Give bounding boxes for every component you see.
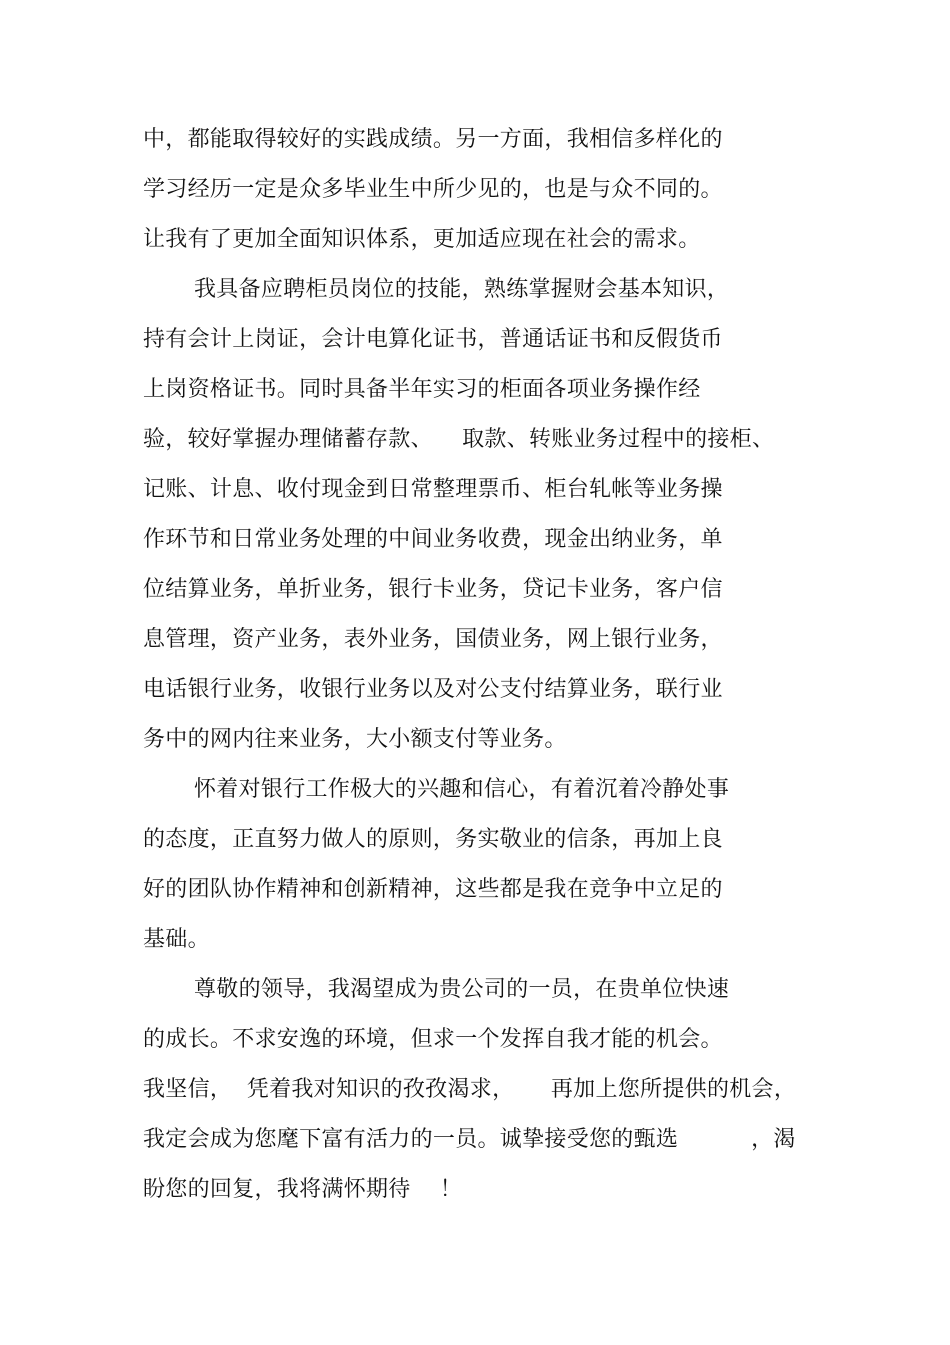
text-line: 验，较好掌握办理储蓄存款、 取款、转账业务过程中的接柜、 <box>143 427 775 452</box>
text-line: 位结算业务，单折业务，银行卡业务，贷记卡业务，客户信 <box>143 577 723 602</box>
text-line: 息管理，资产业务，表外业务，国债业务，网上银行业务， <box>143 627 723 652</box>
text-line: 作环节和日常业务处理的中间业务收费，现金出纳业务，单 <box>143 527 723 552</box>
text-line: 我坚信， 凭着我对知识的孜孜渴求， 再加上您所提供的机会， <box>143 1077 797 1102</box>
text-line: 电话银行业务，收银行业务以及对公支付结算业务，联行业 <box>143 677 723 702</box>
text-line: 务中的网内往来业务，大小额支付等业务。 <box>143 727 567 752</box>
text-line: 盼您的回复，我将满怀期待 ！ <box>143 1177 463 1202</box>
text-line: 基础。 <box>143 927 210 952</box>
text-line: 上岗资格证书。同时具备半年实习的柜面各项业务操作经 <box>143 377 701 402</box>
text-line: 的态度，正直努力做人的原则，务实敬业的信条，再加上良 <box>143 827 723 852</box>
text-line: 的成长。不求安逸的环境，但求一个发挥自我才能的机会。 <box>143 1027 723 1052</box>
paragraph-start-line: 尊敬的领导，我渴望成为贵公司的一员，在贵单位快速 <box>194 977 730 1002</box>
paragraph-start-line: 我具备应聘柜员岗位的技能，熟练掌握财会基本知识， <box>194 277 730 302</box>
text-line: 我定会成为您麾下富有活力的一员。诚挚接受您的甄选 ，渴 <box>143 1127 796 1152</box>
text-line: 记账、计息、收付现金到日常整理票币、柜台轧帐等业务操 <box>143 477 723 502</box>
text-line: 学习经历一定是众多毕业生中所少见的，也是与众不同的。 <box>143 177 723 202</box>
text-line: 持有会计上岗证，会计电算化证书，普通话证书和反假货币 <box>143 327 723 352</box>
text-line: 中，都能取得较好的实践成绩。另一方面，我相信多样化的 <box>143 127 723 152</box>
text-line: 好的团队协作精神和创新精神，这些都是我在竞争中立足的 <box>143 877 723 902</box>
text-line: 让我有了更加全面知识体系，更加适应现在社会的需求。 <box>143 227 701 252</box>
paragraph-start-line: 怀着对银行工作极大的兴趣和信心，有着沉着冷静处事 <box>194 777 730 802</box>
